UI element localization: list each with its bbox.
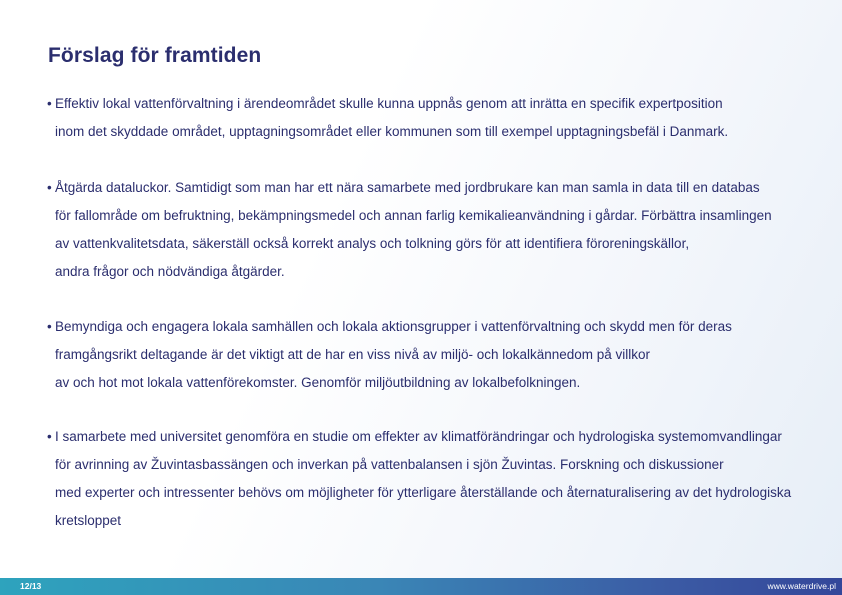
bullet-item [47,90,837,146]
bullet-line: framgångsrikt deltagande är det viktigt att de har en viss nivå av miljö- och lokalkännedom på villkor [55,347,651,362]
website-link[interactable]: www.waterdrive.pl [767,581,836,591]
bullet-item [47,174,837,286]
bullet-marker: • [47,96,52,111]
bullet-line: andra frågor och nödvändiga åtgärder. [55,264,285,279]
bullet-line: av och hot mot lokala vattenförekomster. Genomför miljöutbildning av lokalbefolkningen. [55,375,581,390]
bullet-line: kretsloppet [55,513,122,528]
bullet-item [47,313,837,397]
bullet-marker: • [47,319,52,334]
bullet-line: • I samarbete med universitet genomföra en studie om effekter av klimatförändringar och hydrologiska systemomvandlingar [47,423,837,451]
bullet-line: • Bemyndiga och engagera lokala samhällen och lokala aktionsgrupper i vattenförvaltning och skydd men för deras [47,313,837,341]
footer-bar [0,578,842,595]
bullet-marker: • [47,429,52,444]
bullet-marker: • [47,180,52,195]
bullet-line: för avrinning av Žuvintasbassängen och inverkan på vattenbalansen i sjön Žuvintas. Forskning och diskussioner [55,457,724,472]
bullet-line: inom det skyddade området, upptagningsområdet eller kommunen som till exempel upptagningsbefäl i Danmark. [55,124,729,139]
bullet-line: • Åtgärda dataluckor. Samtidigt som man har ett nära samarbete med jordbrukare kan man samla in data till en databas [47,174,837,202]
bullet-line: av vattenkvalitetsdata, säkerställ också korrekt analys och tolkning görs för att identifiera föroreningskällor, [55,236,690,251]
bullet-item [47,423,837,535]
bullet-line: • Effektiv lokal vattenförvaltning i ärendeområdet skulle kunna uppnås genom att inrätta en specifik expertposition [47,90,837,118]
bullet-line: med experter och intressenter behövs om möjligheter för ytterligare återställande och åternaturalisering av det hydrologiska [55,485,792,500]
bullet-line: för fallområde om befruktning, bekämpningsmedel och annan farlig kemikalieanvändning i gårdar. Förbättra insamlingen [55,208,772,223]
slide-title: Förslag för framtiden [48,44,262,67]
page-number: 12/13 [20,581,42,591]
